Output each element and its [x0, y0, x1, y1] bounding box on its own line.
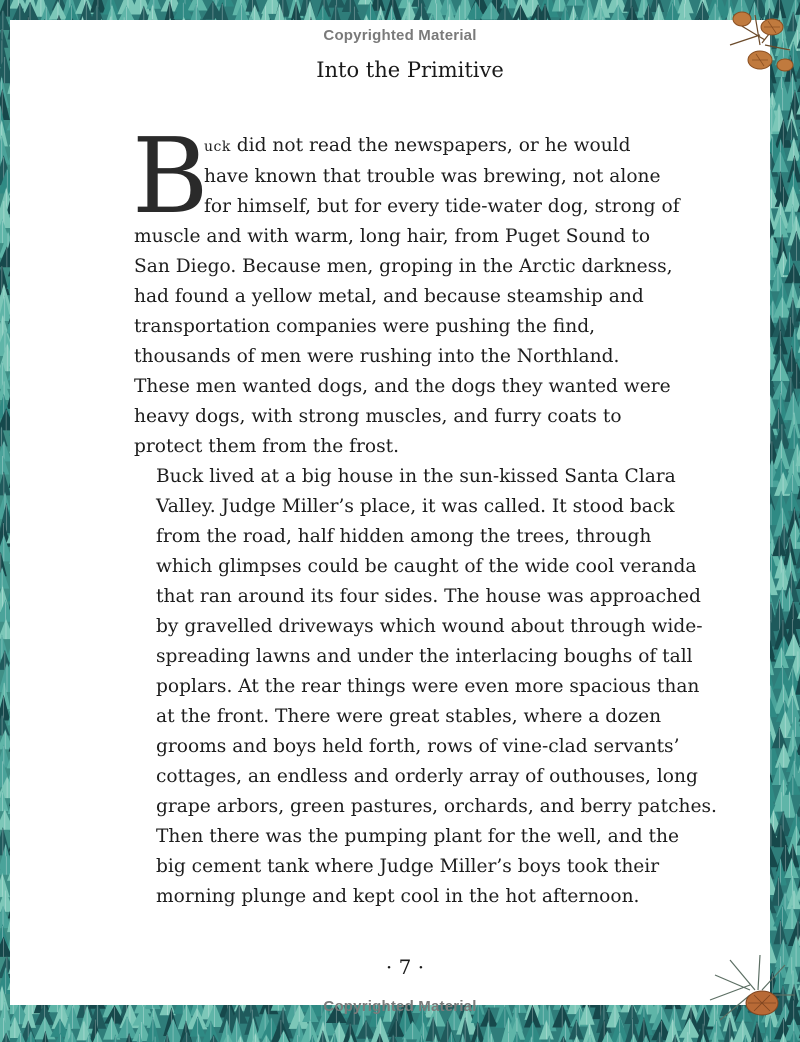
- text-line: had found a yellow metal, and because steamship and: [134, 286, 644, 307]
- text-line: spreading lawns and under the interlacing boughs of tall: [156, 646, 693, 667]
- text-line: Valley. Judge Miller’s place, it was called. It stood back: [156, 496, 675, 517]
- text-line: big cement tank where Judge Miller’s boys took their: [156, 856, 660, 877]
- text-line: These men wanted dogs, and the dogs they wanted were: [134, 376, 671, 397]
- text-line: [134, 131, 694, 162]
- running-head: Into the Primitive: [316, 58, 504, 82]
- text-line-rest: did not read the newspapers, or he would: [230, 135, 631, 156]
- text-line: grooms and boys held forth, rows of vine-clad servants’: [156, 736, 680, 757]
- text-line: at the front. There were great stables, where a dozen: [156, 706, 662, 727]
- forest-border-right: [765, 0, 800, 1042]
- paragraph-1: [132, 115, 694, 462]
- text-line: San Diego. Because men, groping in the Arctic darkness,: [134, 256, 673, 277]
- text-line: protect them from the frost.: [134, 436, 400, 457]
- copyright-notice-bottom: Copyrighted Material: [323, 998, 477, 1015]
- text-line: thousands of men were rushing into the Northland.: [134, 346, 620, 367]
- text-line: have known that trouble was brewing, not alone: [204, 166, 661, 187]
- text-line: cottages, an endless and orderly array of outhouses, long: [156, 766, 698, 787]
- text-line: muscle and with warm, long hair, from Puget Sound to: [134, 226, 651, 247]
- text-line: heavy dogs, with strong muscles, and furry coats to: [134, 406, 622, 427]
- copyright-notice-top: Copyrighted Material: [323, 27, 477, 44]
- text-line: Buck lived at a big house in the sun-kissed Santa Clara: [156, 466, 676, 487]
- text-line: that ran around its four sides. The house was approached: [156, 586, 701, 607]
- pine-tree-border-left-svg: [0, 0, 10, 1042]
- text-line: from the road, half hidden among the trees, through: [156, 526, 652, 547]
- text-line: Then there was the pumping plant for the well, and the: [156, 826, 679, 847]
- page-number: · 7 ·: [385, 955, 425, 979]
- text-line: for himself, but for every tide-water dog, strong of: [204, 196, 680, 217]
- text-line: grape arbors, green pastures, orchards, and berry patches.: [156, 796, 717, 817]
- forest-border-left: [0, 0, 10, 1042]
- text-line: which glimpses could be caught of the wide cool veranda: [156, 556, 697, 577]
- text-line: poplars. At the rear things were even more spacious than: [156, 676, 700, 697]
- smallcaps-word: uck: [204, 139, 231, 155]
- pine-tree-border-right-svg: [765, 0, 800, 1042]
- text-line: by gravelled driveways which wound about through wide-: [156, 616, 703, 637]
- dropcap-container: [132, 115, 209, 237]
- text-line: morning plunge and kept cool in the hot afternoon.: [156, 886, 640, 907]
- paragraph-2: [134, 462, 717, 912]
- drop-cap: B: [132, 115, 209, 237]
- text-line: transportation companies were pushing the find,: [134, 316, 596, 337]
- chapter-body: [132, 115, 717, 912]
